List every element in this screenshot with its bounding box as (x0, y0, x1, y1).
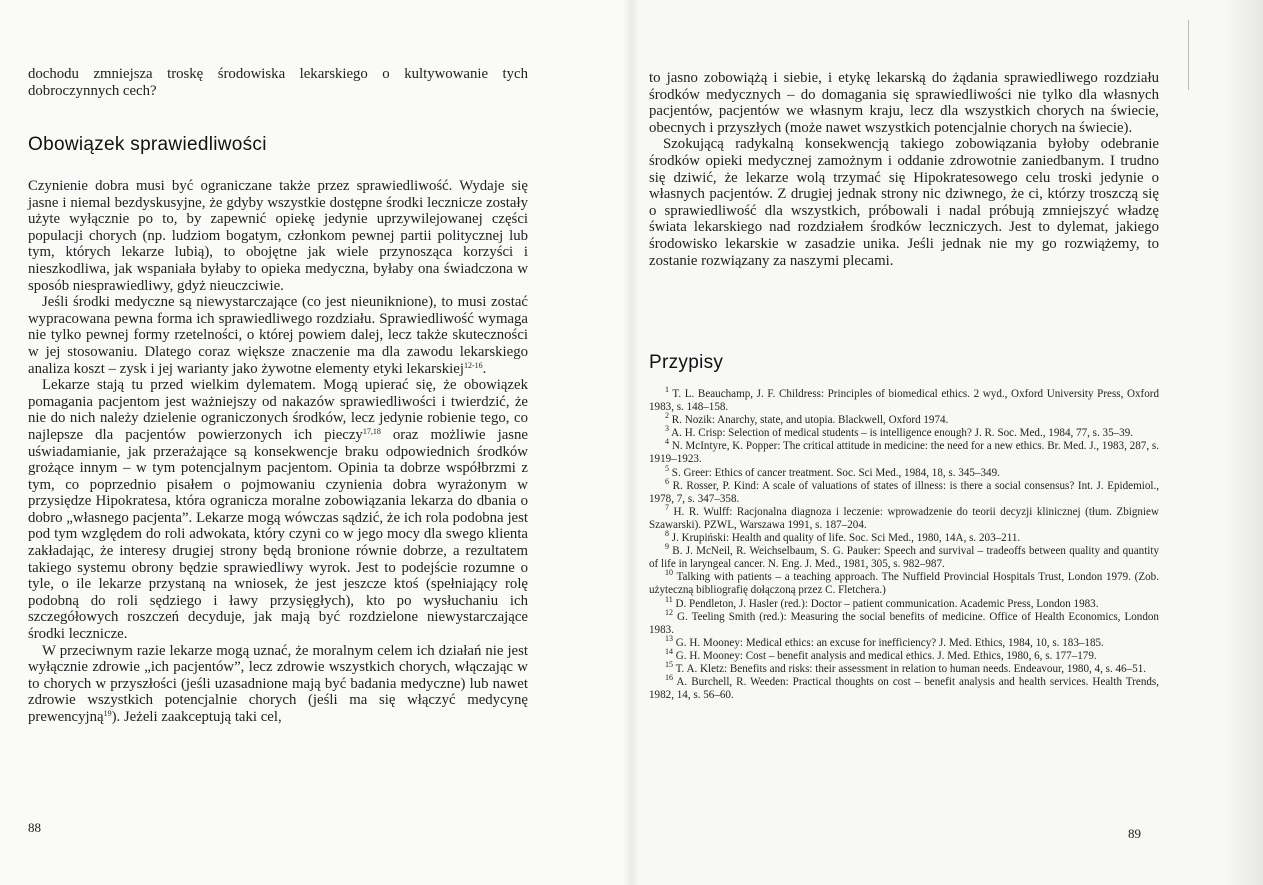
paragraph-6: Szokującą radykalną konsekwencją takiego zobowiązania byłoby odebranie środków opieki medycznej zamożnym i oddanie zdrowotnie zaniedbanym. I trudno się dziwić, że lekarze wolą trzymać się Hipokratesowego celu troski jedynie o własnych pacjentów. Z drugiej jednak strony nic dziwnego, że ci, którzy troszczą się o sprawiedliwość dla wszystkich, próbowali i nadal próbują zmniejszyć władzę świata lekarskiego nad rozdziałem środków leczniczych. Jest to dylemat, jakiego środowisko lekarskie w zasadzie unika. Jeśli jednak nie my go rozwiążemy, to zostanie rozwiązany za naszymi plecami. (649, 136, 1159, 269)
footnote-item (649, 529, 1159, 545)
paragraph-5: to jasno zobowiążą i siebie, i etykę lekarską do żądania sprawiedliwego rozdziału środków medycznych – do domagania się sprawiedliwości nie tylko dla własnych pacjentów, pacjentów we własnym kraju, lecz dla wszystkich chorych na świecie, obecnych i przyszłych (może nawet wszystkich potencjalnie chorych na świecie). (649, 70, 1159, 136)
scan-edge-line (1188, 20, 1189, 90)
intro-text: dochodu zmniejsza troskę środowiska lekarskiego o kultywowanie tych dobroczynnych cech? (28, 66, 528, 99)
left-intro (28, 66, 528, 99)
footnote-number: 7 (665, 502, 669, 512)
footnote-number: 14 (665, 646, 673, 656)
right-body (649, 70, 1159, 269)
footnote-number: 1 (665, 385, 669, 394)
footnote-text: T. L. Beauchamp, J. F. Childress: Principles of biomedical ethics. 2 wyd., Oxford University Press, Oxford 1983, s. 148–158. (649, 388, 1160, 414)
footnote-text: H. R. Wulff: Racjonalna diagnoza i leczenie: wprowadzenie do teorii decyzji klinicznej (tłum. Zbigniew Szawarski). PZWL, Warszawa 1991, s. 187–204. (649, 505, 1159, 531)
footnote-text: J. Krupiński: Health and quality of life. Soc. Sci Med., 1980, 14A, s. 203–211. (671, 532, 1021, 545)
footnote-number: 10 (665, 568, 673, 578)
page-edge-shadow (1223, 0, 1263, 885)
footnote-number: 6 (665, 476, 669, 486)
section-heading-footnotes: Przypisy (649, 352, 724, 373)
left-body (28, 178, 528, 726)
left-page (0, 0, 631, 885)
footnote-item (649, 463, 1159, 480)
footnote-number: 2 (665, 411, 669, 421)
footnote-number: 11 (665, 594, 673, 604)
footnote-item (649, 542, 1159, 571)
paragraph-4-rest: ). Jeżeli zaakceptują taki cel, (111, 709, 282, 725)
paragraph-4 (28, 643, 528, 726)
page-number-left: 88 (28, 820, 41, 835)
footnote-item (649, 411, 1159, 427)
footnote-number: 3 (665, 424, 669, 434)
footnote-text: N. McIntyre, K. Popper: The critical attitude in medicine: the need for a new ethics. Br. Med. J., 1983, 287, s. 1919–1923. (649, 440, 1159, 466)
footnote-item (649, 633, 1159, 650)
footnote-item (649, 385, 1160, 414)
paragraph-2-text: Jeśli środki medyczne są niewystarczające (co jest nieuniknione), to musi zostać wypracowana pewna forma ich sprawiedliwego rozdziału. Sprawiedliwość wymaga nie tylko pewnej formy rzetelności, o której powiem dalej, lecz także skuteczności w jej stosowaniu. Dlatego coraz większe znaczenie ma dla zawodu lekarskiego analiza koszt – zysk i jej warianty jako żywotne elementy etyki lekarskiej (28, 294, 528, 377)
paragraph-3-text: Lekarze stają tu przed wielkim dylematem. Mogą upierać się, że obowiązek pomagania pacjentom jest ważniejszy od nakazów sprawiedliwości i twierdzić, że nie do nich należy dzielenie ograniczonych środków, lecz jedynie robienie tego, co najlepsze dla pacjentów powierzonych ich pieczy (28, 377, 528, 443)
footnote-item (649, 502, 1159, 532)
footnote-ref: 17,18 (362, 426, 381, 436)
footnote-item (649, 424, 1159, 440)
footnote-item (649, 476, 1159, 506)
footnote-number: 15 (665, 659, 673, 669)
paragraph-2-end: . (482, 360, 487, 377)
footnote-item (649, 646, 1159, 663)
footnote-text: G. H. Mooney: Cost – benefit analysis and medical ethics. J. Med. Ethics, 1980, 6, s. 177–179. (675, 649, 1097, 662)
footnote-item (649, 659, 1159, 676)
footnote-number: 16 (665, 673, 673, 683)
footnote-text: Talking with patients – a teaching approach. The Nuffield Provincial Hospitals Trust, London 1979. (Zob. użyteczną bibliografię dołączoną przez C. Fletchera.) (649, 571, 1160, 597)
footnote-number: 8 (665, 529, 669, 539)
footnote-text: R. Rosser, P. Kind: A scale of valuations of states of illness: is there a social consensus? Int. J. Epidemiol., 1978, 7, s. 347–358. (649, 479, 1159, 505)
footnotes-list (649, 385, 1160, 702)
footnote-number: 5 (665, 463, 669, 473)
paragraph-4-text: W przeciwnym razie lekarze mogą uznać, że moralnym celem ich działań nie jest wyłącznie zdrowie „ich pacjentów”, lecz zdrowie wszystkich chorych, włączając w to chorych w przyszłości (jeśli uzasadnione mają być badania medyczne) lub nawet zdrowie wszystkich potencjalnie chorych (jeśli ma się włączyć medycynę prewencyjną (28, 642, 528, 725)
footnote-text: T. A. Kletz: Benefits and risks: their assessment in relation to human needs. Endeavour, 1980, 4, s. 46–51. (675, 662, 1147, 675)
footnote-text: B. J. McNeil, R. Weichselbaum, S. G. Pauker: Speech and survival – tradeoffs between quality and quantity of life in laryngeal cancer. N. Eng. J. Med., 1981, 305, s. 982–987. (649, 545, 1159, 571)
page-number-right: 89 (1128, 826, 1141, 841)
paragraph-3-rest: oraz możliwie jasne uświadamianie, jak przerażające są konsekwencje braku odpowiednich środków grożące innym – w tym potencjalnym pacjentom. Opinia ta dobrze współbrzmi z tym, co poprzednio pisałem o pojmowaniu czynienia dobra wyrażonym w przysiędze Hipokratesa, która ogranicza moralne zobowiązania lekarza do dbania o dobro „własnego pacjenta”. Lekarze mogą wówczas sądzić, że ich rola podobna jest pod tym względem do roli adwokata, który czyni co w jego mocy dla swego klienta zakładając, że interesy drugiej strony będą bronione równie dobrze, a rezultatem takiego systemu obrony będzie sprawiedliwy wyrok. Jest to podejście rozumne o tyle, o ile lekarze przystaną na wniosek, że jest jeszcze ktoś (spełniający rolę podobną do roli sędziego i ławy przysięgłych), kto po wysłuchaniu ich szczegółowych roszczeń decyduje, jak mają być rozdzielone niewystarczające środki lecznicze. (28, 426, 528, 643)
footnote-item (649, 437, 1159, 466)
footnote-item (649, 673, 1159, 702)
footnote-ref: 12-16 (463, 360, 483, 370)
footnote-number: 9 (665, 542, 669, 552)
footnote-number: 13 (665, 633, 673, 643)
footnote-text: A. Burchell, R. Weeden: Practical thoughts on cost – benefit analysis and health services. Health Trends, 1982, 14, s. 56–60. (649, 676, 1159, 702)
footnote-number: 12 (665, 607, 673, 617)
book-gutter (622, 0, 640, 885)
paragraph-2 (28, 294, 528, 377)
footnote-item (649, 594, 1159, 611)
footnote-ref: 19 (103, 709, 112, 718)
footnote-item (649, 568, 1160, 597)
footnote-number: 4 (665, 437, 669, 447)
paragraph-3 (28, 377, 528, 643)
footnote-text: D. Pendleton, J. Hasler (red.): Doctor – patient communication. Academic Press, London 1983. (675, 597, 1099, 610)
footnote-text: G. Teeling Smith (red.): Measuring the social benefits of medicine. Office of Health Economics, London 1983. (649, 610, 1159, 636)
section-heading-justice: Obowiązek sprawiedliwości (28, 134, 267, 155)
footnote-text: S. Greer: Ethics of cancer treatment. Soc. Sci Med., 1984, 18, s. 345–349. (671, 466, 1000, 479)
right-page (631, 0, 1263, 885)
footnote-text: G. H. Mooney: Medical ethics: an excuse for inefficiency? J. Med. Ethics, 1984, 10, s. 183–185. (675, 636, 1104, 649)
footnote-text: R. Nozik: Anarchy, state, and utopia. Blackwell, Oxford 1974. (671, 414, 949, 427)
footnote-text: A. H. Crisp: Selection of medical students – is intelligence enough? J. R. Soc. Med., 1984, 77, s. 35–39. (671, 427, 1134, 440)
footnote-item (649, 607, 1159, 637)
paragraph-1: Czynienie dobra musi być ograniczane także przez sprawiedliwość. Wydaje się jasne i niemal bezdyskusyjne, że gdyby wszystkie dostępne środki lecznicze zostały użyte wyłącznie po to, by zapewnić opiekę jedynie uprzywilejowanej części populacji chorych (np. ludziom bogatym, członkom pewnej partii politycznej lub tym, których lekarze lubią), to obojętne jak wiele przynosząca korzyści i nieszkodliwa, jak wspaniała byłaby to opieka medyczna, byłaby ona świadczona w sposób niesprawiedliwy, gdyż nieuczciwie. (28, 178, 528, 294)
